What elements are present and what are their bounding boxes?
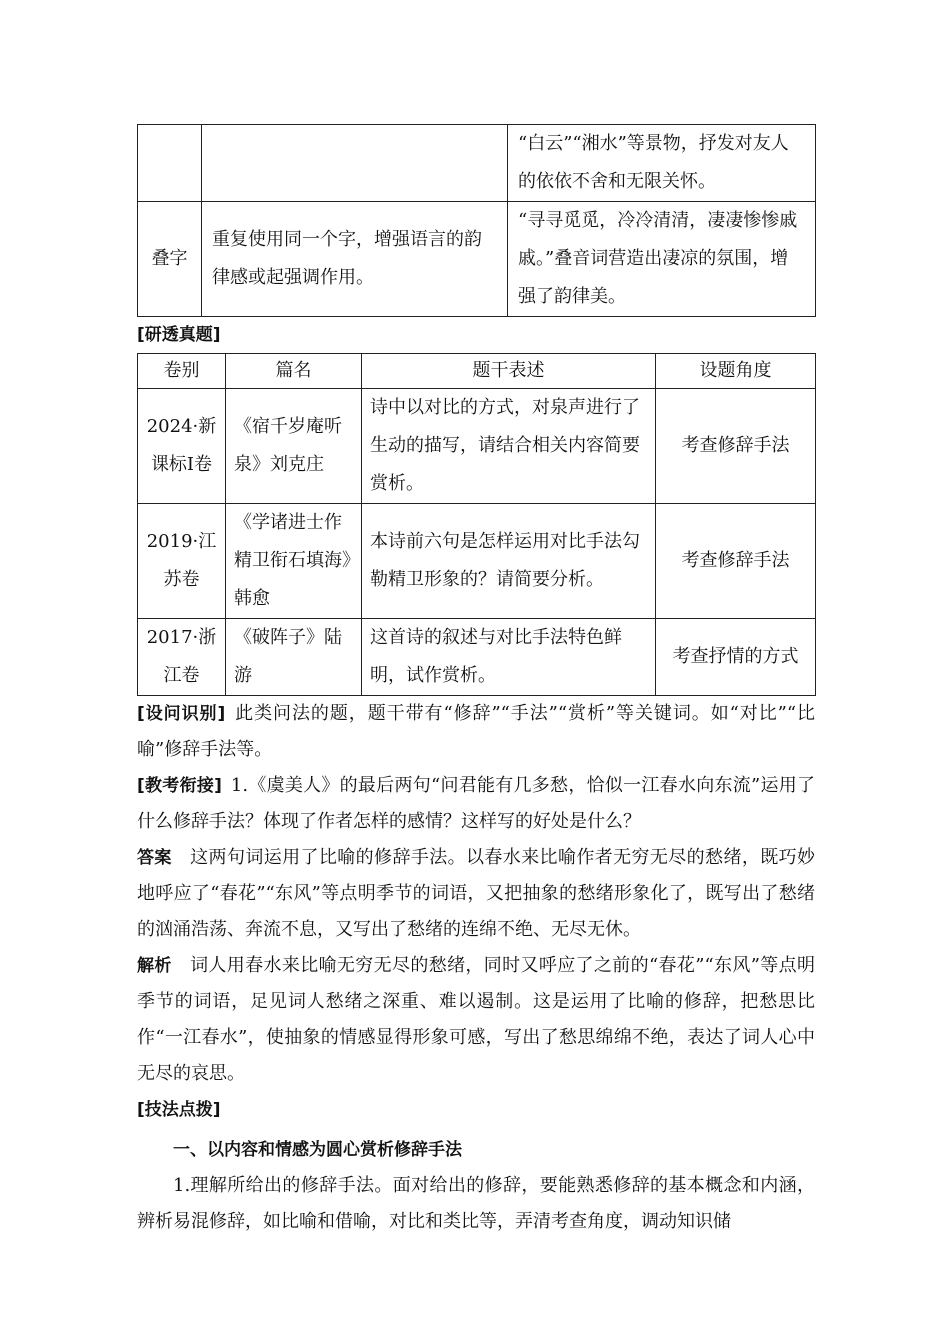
section-label-yantou: [研透真题] bbox=[137, 325, 221, 345]
answer-paragraph bbox=[137, 840, 815, 948]
shewen-paragraph bbox=[137, 696, 815, 768]
analysis-paragraph bbox=[137, 948, 815, 1092]
column-header: 题干表述 bbox=[362, 354, 656, 389]
table-row bbox=[138, 202, 816, 317]
table-row bbox=[138, 389, 816, 504]
table-cell: 《学诸进士作精卫衔石填海》韩愈 bbox=[226, 504, 362, 619]
table-cell: 本诗前六句是怎样运用对比手法勾勒精卫形象的？请简要分析。 bbox=[362, 504, 656, 619]
table-cell: 《宿千岁庵听泉》刘克庄 bbox=[226, 389, 362, 504]
table-cell: 2024·新课标Ⅰ卷 bbox=[138, 389, 226, 504]
table-cell: “寻寻觅觅，冷冷清清，凄凄惨惨戚戚。”叠音词营造出凄凉的氛围，增强了韵律美。 bbox=[508, 202, 816, 317]
table-row bbox=[138, 504, 816, 619]
shewen-label: [设问识别] bbox=[137, 704, 226, 724]
body-paragraph: 1.理解所给出的修辞手法。面对给出的修辞，要能熟悉修辞的基本概念和内涵，辨析易混修辞，如比喻和借喻，对比和类比等，弄清考查角度，调动知识储 bbox=[137, 1175, 815, 1232]
table-row bbox=[138, 125, 816, 202]
jiaokao-label: [教考衔接] bbox=[137, 776, 222, 796]
table-cell: 2019·江苏卷 bbox=[138, 504, 226, 619]
table-cell: 重复使用同一个字，增强语言的韵律感或起强调作用。 bbox=[202, 202, 508, 317]
analysis-label: 解析 bbox=[137, 956, 172, 976]
rhetoric-table bbox=[137, 124, 816, 317]
table-cell: 考查抒情的方式 bbox=[656, 619, 816, 696]
column-header: 篇名 bbox=[226, 354, 362, 389]
table-cell: 这首诗的叙述与对比手法特色鲜明，试作赏析。 bbox=[362, 619, 656, 696]
table-row bbox=[138, 619, 816, 696]
table-cell: 考查修辞手法 bbox=[656, 504, 816, 619]
answer-label: 答案 bbox=[137, 848, 172, 868]
table-cell: 《破阵子》陆游 bbox=[226, 619, 362, 696]
jiaokao-paragraph bbox=[137, 768, 815, 840]
column-header: 设题角度 bbox=[656, 354, 816, 389]
table-cell: 诗中以对比的方式，对泉声进行了生动的描写，请结合相关内容简要赏析。 bbox=[362, 389, 656, 504]
analysis-text: 词人用春水来比喻无穷无尽的愁绪，同时又呼应了之前的“春花”“东风”等点明季节的词语，足见词人愁绪之深重、难以遏制。这是运用了比喻的修辞，把愁思比作“一江春水”，使抽象的情感显得形象可感，写出了愁思绵绵不绝，表达了词人心中无尽的哀思。 bbox=[137, 955, 815, 1084]
table-cell: 叠字 bbox=[138, 202, 202, 317]
shewen-text: 此类问法的题，题干带有“修辞”“手法”“赏析”等关键词。如“对比”“比喻”修辞手法等。 bbox=[137, 703, 815, 760]
table-cell: 2017·浙江卷 bbox=[138, 619, 226, 696]
section-heading: 一、以内容和情感为圆心赏析修辞手法 bbox=[173, 1140, 462, 1160]
table-cell bbox=[202, 125, 508, 202]
exam-table bbox=[137, 353, 816, 696]
table-header-row bbox=[138, 354, 816, 389]
page-content bbox=[137, 124, 815, 1240]
table-cell bbox=[138, 125, 202, 202]
answer-text: 这两句词运用了比喻的修辞手法。以春水来比喻作者无穷无尽的愁绪，既巧妙地呼应了“春花”“东风”等点明季节的词语，又把抽象的愁绪形象化了，既写出了愁绪的汹涌浩荡、奔流不息，又写出了愁绪的连绵不绝、无尽无休。 bbox=[137, 847, 815, 940]
table-cell: 考查修辞手法 bbox=[656, 389, 816, 504]
section-label-jifa: [技法点拨] bbox=[137, 1100, 221, 1120]
jiaokao-text: 1.《虞美人》的最后两句“问君能有几多愁，恰似一江春水向东流”运用了什么修辞手法？体现了作者怎样的感情？这样写的好处是什么？ bbox=[137, 775, 815, 832]
column-header: 卷别 bbox=[138, 354, 226, 389]
table-cell: “白云”“湘水”等景物，抒发对友人的依依不舍和无限关怀。 bbox=[508, 125, 816, 202]
